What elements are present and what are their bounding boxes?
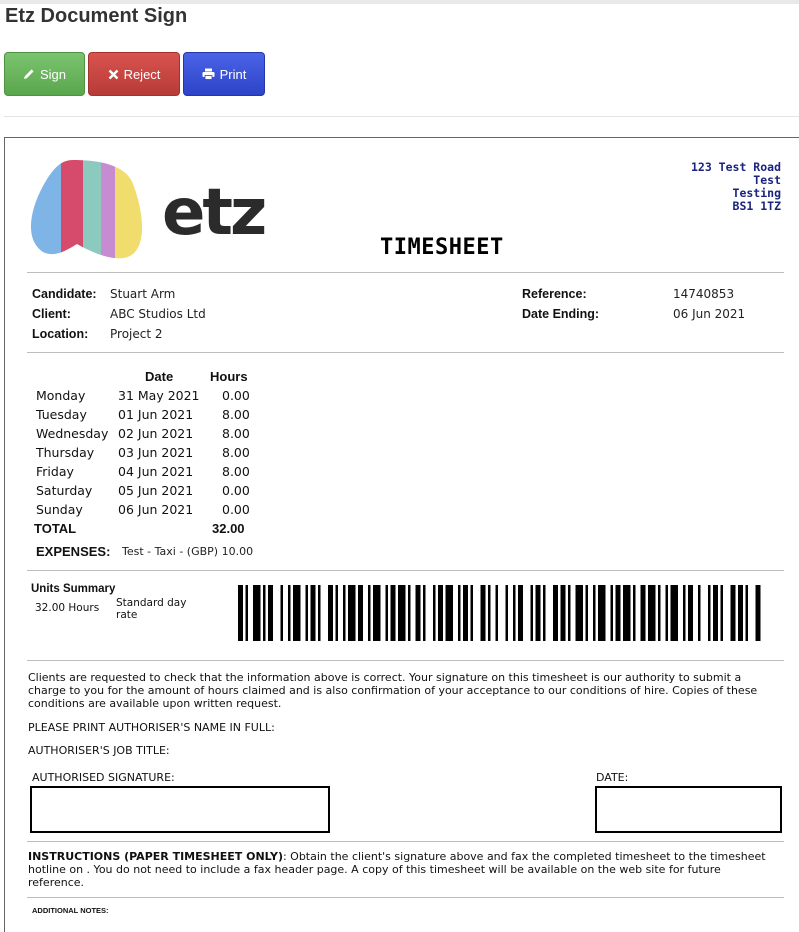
toolbar-divider <box>4 116 799 117</box>
divider <box>27 570 784 571</box>
barcode-bar <box>423 585 426 641</box>
close-icon <box>108 69 119 80</box>
additional-notes-label: ADDITIONAL NOTES: <box>32 906 109 915</box>
document-title: TIMESHEET <box>380 235 504 260</box>
barcode-bar <box>293 585 301 641</box>
barcode-bar <box>311 585 316 641</box>
sign-button[interactable] <box>4 52 85 96</box>
authoriser-title-label: AUTHORISER'S JOB TITLE: <box>28 744 170 757</box>
barcode-bar <box>616 585 621 641</box>
barcode-bar <box>373 585 381 641</box>
barcode-bar <box>433 585 436 641</box>
candidate-label: Candidate: <box>32 287 97 301</box>
location-label: Location: <box>32 327 89 341</box>
pencil-icon <box>23 68 35 80</box>
address-line: BS1 1TZ <box>732 199 781 213</box>
hours-cell: 0.00 <box>222 502 250 517</box>
date-ending-value: 06 Jun 2021 <box>673 307 746 321</box>
units-rate: Standard day rate <box>116 597 187 621</box>
company-address <box>691 161 781 213</box>
barcode-bar <box>553 585 558 641</box>
barcode-bar <box>368 585 371 641</box>
divider <box>27 272 784 273</box>
print-button-label: Print <box>219 66 247 82</box>
barcode-bar <box>561 585 566 641</box>
barcode-bar <box>671 585 679 641</box>
barcode-bar <box>666 585 669 641</box>
barcode-bar <box>471 585 474 641</box>
barcode-bar <box>721 585 724 641</box>
day-cell: Sunday <box>36 502 83 517</box>
divider <box>27 841 784 842</box>
barcode-bar <box>738 585 743 641</box>
timesheet-row <box>36 445 276 464</box>
barcode-bar <box>593 585 596 641</box>
barcode-bar <box>713 585 718 641</box>
barcode-bar <box>746 585 749 641</box>
barcode-bar <box>658 585 661 641</box>
timesheet-total-row <box>34 521 274 540</box>
timesheet-row <box>36 502 276 521</box>
print-button[interactable] <box>183 52 265 96</box>
barcode-bar <box>586 585 589 641</box>
barcode <box>238 585 763 641</box>
barcode-bar <box>543 585 546 641</box>
date-label: DATE: <box>596 771 629 784</box>
barcode-bar <box>238 585 243 641</box>
barcode-bar <box>688 585 693 641</box>
date-cell: 01 Jun 2021 <box>118 407 194 422</box>
barcode-bar <box>568 585 571 641</box>
barcode-bar <box>386 585 389 641</box>
barcode-bar <box>416 585 421 641</box>
barcode-bar <box>408 585 411 641</box>
timesheet-row <box>36 388 276 407</box>
address-line: 123 Test Road <box>690 160 781 174</box>
reject-button[interactable] <box>88 52 180 96</box>
divider <box>27 897 784 898</box>
candidate-value: Stuart Arm <box>110 287 176 301</box>
timesheet-row <box>36 407 276 426</box>
instructions-title: INSTRUCTIONS (PAPER TIMESHEET ONLY) <box>28 850 283 863</box>
day-cell: Wednesday <box>36 426 109 441</box>
day-cell: Thursday <box>36 445 95 460</box>
barcode-bar <box>281 585 284 641</box>
barcode-bar <box>683 585 686 641</box>
date-cell: 03 Jun 2021 <box>118 445 194 460</box>
barcode-bar <box>268 585 273 641</box>
printer-icon <box>202 68 215 80</box>
timesheet-row <box>36 483 276 502</box>
hours-cell: 8.00 <box>222 407 250 422</box>
date-column-header: Date <box>145 369 174 384</box>
date-cell: 02 Jun 2021 <box>118 426 194 441</box>
barcode-bar <box>531 585 534 641</box>
top-border <box>0 0 799 4</box>
barcode-bar <box>253 585 261 641</box>
barcode-bar <box>246 585 249 641</box>
date-box[interactable] <box>595 786 782 833</box>
authoriser-name-label: PLEASE PRINT AUTHORISER'S NAME IN FULL: <box>28 721 275 734</box>
units-summary-title: Units Summary <box>31 583 116 595</box>
client-label: Client: <box>32 307 71 321</box>
divider <box>27 660 784 661</box>
barcode-bar <box>263 585 266 641</box>
hours-cell: 8.00 <box>222 426 250 441</box>
total-hours: 32.00 <box>212 521 245 536</box>
hours-cell: 8.00 <box>222 464 250 479</box>
barcode-bar <box>536 585 541 641</box>
signature-box[interactable] <box>30 786 330 833</box>
barcode-bar <box>496 585 499 641</box>
date-cell: 31 May 2021 <box>118 388 200 403</box>
barcode-bar <box>306 585 309 641</box>
barcode-bar <box>708 585 711 641</box>
barcode-bar <box>348 585 356 641</box>
units-quantity: 32.00 Hours <box>35 602 100 614</box>
day-cell: Saturday <box>36 483 93 498</box>
instructions-body: : Obtain the client's signature above and fax the completed timesheet to the timesheet hotline on . You do not need to include a fax header page. A copy of this timesheet will be available on the web site for future reference. <box>28 850 766 889</box>
barcode-bar <box>611 585 614 641</box>
barcode-bar <box>488 585 491 641</box>
barcode-bar <box>481 585 486 641</box>
hours-cell: 0.00 <box>222 388 250 403</box>
barcode-bar <box>698 585 701 641</box>
reference-label: Reference: <box>522 287 587 301</box>
barcode-bar <box>506 585 509 641</box>
barcode-bar <box>446 585 454 641</box>
total-label: TOTAL <box>34 521 77 536</box>
barcode-bar <box>318 585 321 641</box>
client-value: ABC Studios Ltd <box>110 307 206 321</box>
date-cell: 04 Jun 2021 <box>118 464 194 479</box>
barcode-bar <box>648 585 656 641</box>
barcode-bar <box>438 585 443 641</box>
address-line: Test <box>753 173 781 187</box>
etz-logo <box>29 160 284 266</box>
expenses-value: Test - Taxi - (GBP) 10.00 <box>122 545 254 558</box>
hours-cell: 0.00 <box>222 483 250 498</box>
barcode-bar <box>343 585 346 641</box>
divider <box>27 352 784 353</box>
reject-button-label: Reject <box>123 66 161 82</box>
barcode-bar <box>623 585 631 641</box>
expenses-label: EXPENSES: <box>36 544 111 559</box>
barcode-bar <box>463 585 468 641</box>
barcode-bar <box>398 585 406 641</box>
barcode-bar <box>358 585 363 641</box>
barcode-bar <box>633 585 636 641</box>
barcode-bar <box>288 585 291 641</box>
barcode-bar <box>731 585 736 641</box>
address-line: Testing <box>732 186 781 200</box>
date-cell: 06 Jun 2021 <box>118 502 194 517</box>
barcode-bar <box>598 585 606 641</box>
barcode-bar <box>756 585 761 641</box>
day-cell: Friday <box>36 464 74 479</box>
signature-label: AUTHORISED SIGNATURE: <box>32 771 175 784</box>
day-cell: Monday <box>36 388 86 403</box>
barcode-bar <box>328 585 333 641</box>
barcode-bar <box>641 585 646 641</box>
barcode-bar <box>336 585 339 641</box>
disclaimer-text: Clients are requested to check that the information above is correct. Your signature on this timesheet is our authority to submit a charge to you for the amount of hours claimed and is also confirmation of your acceptance to our conditions of hire. Copies of these conditions are available upon written request. <box>28 671 758 710</box>
sign-button-label: Sign <box>39 66 67 82</box>
date-cell: 05 Jun 2021 <box>118 483 194 498</box>
instructions-text <box>28 850 780 889</box>
hours-column-header: Hours <box>210 369 248 384</box>
reference-value: 14740853 <box>673 287 735 301</box>
timesheet-row <box>36 464 276 483</box>
hours-cell: 8.00 <box>222 445 250 460</box>
svg-text:etz: etz <box>162 176 265 250</box>
barcode-bar <box>391 585 396 641</box>
date-ending-label: Date Ending: <box>522 307 600 321</box>
app-title: Etz Document Sign <box>5 5 188 27</box>
barcode-bar <box>513 585 516 641</box>
barcode-bar <box>576 585 584 641</box>
day-cell: Tuesday <box>36 407 87 422</box>
barcode-bar <box>518 585 523 641</box>
timesheet-row <box>36 426 276 445</box>
location-value: Project 2 <box>110 327 163 341</box>
barcode-bar <box>458 585 461 641</box>
